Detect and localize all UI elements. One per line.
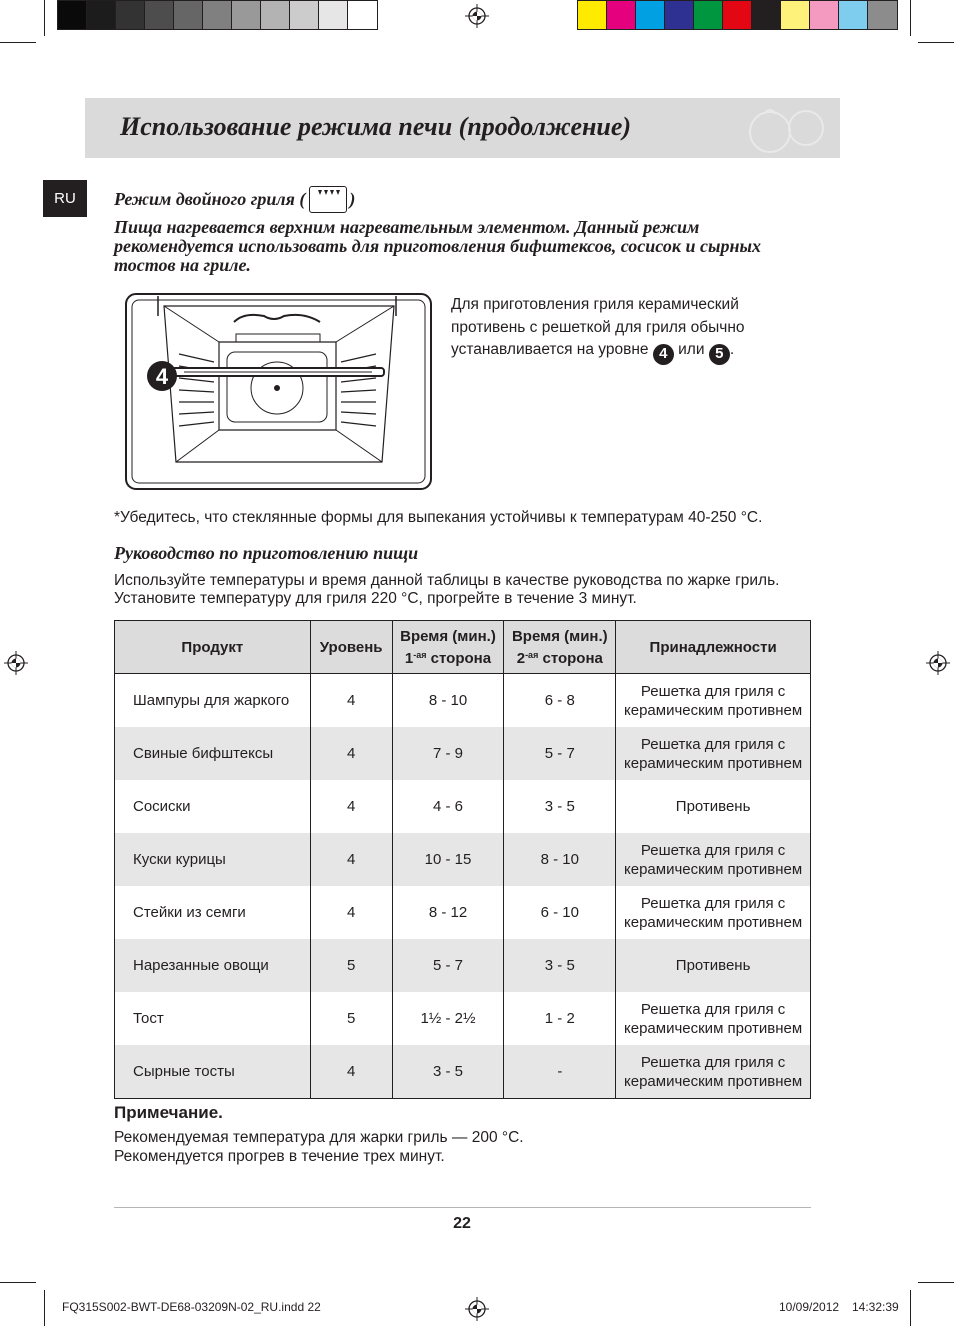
accessory-line: Решетка для гриля с bbox=[640, 682, 786, 700]
cell-accessories bbox=[616, 833, 811, 886]
cell-time-second: 8 - 10 bbox=[504, 833, 616, 886]
crop-mark bbox=[918, 1282, 954, 1283]
page-title: Использование режима печи (продолжение) bbox=[120, 112, 632, 141]
registration-mark-icon bbox=[926, 651, 950, 675]
color-swatch bbox=[58, 1, 87, 29]
color-swatch bbox=[578, 1, 607, 29]
header-time-first bbox=[392, 621, 504, 674]
header-time-second bbox=[504, 621, 616, 674]
cell-product: Стейки из семги bbox=[115, 886, 311, 939]
header-side-suffix: -ая bbox=[525, 649, 539, 660]
section-title bbox=[114, 186, 355, 213]
color-swatch bbox=[232, 1, 261, 29]
table-row bbox=[115, 886, 811, 939]
cell-product: Шампуры для жаркого bbox=[115, 674, 311, 728]
cell-product: Куски курицы bbox=[115, 833, 311, 886]
color-swatch bbox=[203, 1, 232, 29]
slug-date: 10/09/2012 bbox=[779, 1300, 840, 1314]
table-row bbox=[115, 992, 811, 1045]
cell-accessories bbox=[616, 886, 811, 939]
color-swatch bbox=[87, 1, 116, 29]
cooking-table bbox=[114, 620, 811, 1099]
crop-mark bbox=[44, 0, 45, 36]
table-row bbox=[115, 939, 811, 992]
page-number: 22 bbox=[453, 1215, 471, 1232]
note-title: Примечание. bbox=[114, 1103, 223, 1122]
cell-level: 4 bbox=[310, 833, 392, 886]
tomato-watermark-icon bbox=[740, 102, 830, 154]
cell-time-second: 5 - 7 bbox=[504, 727, 616, 780]
color-swatch bbox=[868, 1, 897, 29]
crop-mark bbox=[910, 1290, 911, 1326]
color-swatch bbox=[116, 1, 145, 29]
header-time-label: Время (мин.) bbox=[400, 627, 496, 645]
accessory-line: Решетка для гриля с bbox=[640, 894, 786, 912]
header-time-label: Время (мин.) bbox=[511, 627, 608, 645]
rack-level-text bbox=[451, 294, 811, 365]
table-row bbox=[115, 727, 811, 780]
color-swatch bbox=[348, 1, 377, 29]
crop-mark bbox=[44, 1290, 45, 1326]
level-4-badge: 4 bbox=[653, 344, 674, 365]
color-swatch bbox=[781, 1, 810, 29]
accessory-line: керамическим противнем bbox=[624, 701, 803, 719]
cell-time-first: 5 - 7 bbox=[392, 939, 504, 992]
table-header-row bbox=[115, 621, 811, 674]
accessory-line: керамическим противнем bbox=[624, 913, 803, 931]
level-badge: 4 bbox=[155, 364, 169, 389]
color-swatch bbox=[261, 1, 290, 29]
header-side-label: сторона bbox=[426, 649, 492, 667]
cell-time-first: 8 - 12 bbox=[392, 886, 504, 939]
rack-level-text-part: . bbox=[729, 341, 735, 358]
cell-level: 5 bbox=[310, 992, 392, 1045]
grayscale-swatch-bar bbox=[57, 0, 378, 30]
header-side-number: 2 bbox=[516, 649, 526, 667]
color-swatch bbox=[752, 1, 781, 29]
crop-mark bbox=[910, 0, 911, 36]
note-line: Рекомендуемая температура для жарки гриль — 200 °C. bbox=[114, 1129, 524, 1146]
header-product: Продукт bbox=[115, 621, 311, 674]
accessory-line: керамическим противнем bbox=[624, 754, 803, 772]
accessory-line: керамическим противнем bbox=[624, 860, 803, 878]
cell-time-second: 3 - 5 bbox=[504, 780, 616, 833]
page-divider bbox=[114, 1207, 811, 1208]
cell-accessories bbox=[616, 727, 811, 780]
color-swatch bbox=[174, 1, 203, 29]
table-row bbox=[115, 674, 811, 728]
cell-product: Нарезанные овощи bbox=[115, 939, 311, 992]
registration-mark-icon bbox=[4, 651, 28, 675]
cell-level: 4 bbox=[310, 727, 392, 780]
accessory-line: Противень bbox=[675, 957, 751, 974]
accessory-line: Решетка для гриля с bbox=[640, 1000, 786, 1018]
accessory-line: керамическим противнем bbox=[624, 1072, 803, 1090]
slug-time: 14:32:39 bbox=[852, 1300, 899, 1314]
color-swatch bbox=[607, 1, 636, 29]
footnote: *Убедитесь, что стеклянные формы для выпекания устойчивы к температурам 40-250 °C. bbox=[114, 509, 763, 526]
crop-mark bbox=[0, 1282, 36, 1283]
guide-title: Руководство по приготовлению пищи bbox=[114, 543, 419, 563]
accessory-line: керамическим противнем bbox=[624, 1019, 803, 1037]
cell-time-first: 1½ - 2½ bbox=[392, 992, 504, 1045]
crop-mark bbox=[0, 42, 36, 43]
crop-mark bbox=[918, 42, 954, 43]
section-title-close: ) bbox=[349, 189, 356, 209]
oven-illustration bbox=[124, 292, 434, 492]
accessory-line: Решетка для гриля с bbox=[640, 841, 786, 859]
cell-time-first: 8 - 10 bbox=[392, 674, 504, 728]
color-swatch bbox=[723, 1, 752, 29]
cell-time-second: 3 - 5 bbox=[504, 939, 616, 992]
cell-time-first: 4 - 6 bbox=[392, 780, 504, 833]
registration-mark-icon bbox=[465, 4, 489, 28]
section-title-text: Режим двойного гриля ( bbox=[114, 189, 306, 209]
color-swatch bbox=[839, 1, 868, 29]
cell-time-first: 10 - 15 bbox=[392, 833, 504, 886]
cell-level: 5 bbox=[310, 939, 392, 992]
cell-time-second: 6 - 10 bbox=[504, 886, 616, 939]
header-side-label: сторона bbox=[538, 649, 603, 667]
color-swatch bbox=[319, 1, 348, 29]
rack-level-text-part: Для приготовления гриля керамический противень с решеткой для гриля обычно устанавливается на уровне bbox=[451, 296, 745, 358]
accessory-line: Решетка для гриля с bbox=[640, 1053, 786, 1071]
header-side-number: 1 bbox=[404, 649, 414, 667]
cell-product: Свиные бифштексы bbox=[115, 727, 311, 780]
guide-text: Используйте температуры и время данной таблицы в качестве руководства по жарке гриль. Установите температуру для гриля 220 °C, прогрейте в течение 3 минут. bbox=[114, 572, 780, 607]
table-row bbox=[115, 1045, 811, 1099]
cell-level: 4 bbox=[310, 780, 392, 833]
cell-accessories bbox=[616, 674, 811, 728]
note-line: Рекомендуется прогрев в течение трех минут. bbox=[114, 1148, 445, 1165]
registration-mark-icon bbox=[465, 1297, 489, 1321]
double-grill-icon bbox=[309, 186, 347, 213]
cell-accessories bbox=[616, 992, 811, 1045]
accessory-line: Решетка для гриля с bbox=[640, 735, 786, 753]
cell-time-second: 1 - 2 bbox=[504, 992, 616, 1045]
cell-time-first: 7 - 9 bbox=[392, 727, 504, 780]
cell-accessories bbox=[616, 780, 811, 833]
cell-accessories bbox=[616, 939, 811, 992]
cell-product: Сырные тосты bbox=[115, 1045, 311, 1099]
cell-level: 4 bbox=[310, 1045, 392, 1099]
cell-time-second: - bbox=[504, 1045, 616, 1099]
accessory-line: Противень bbox=[675, 798, 751, 815]
file-slug: FQ315S002-BWT-DE68-03209N-02_RU.indd 22 bbox=[62, 1300, 321, 1314]
cell-level: 4 bbox=[310, 886, 392, 939]
table-row bbox=[115, 780, 811, 833]
color-swatch bbox=[665, 1, 694, 29]
cell-accessories bbox=[616, 1045, 811, 1099]
header-side-suffix: -ая bbox=[413, 649, 427, 660]
cell-product: Сосиски bbox=[115, 780, 311, 833]
color-swatch bbox=[145, 1, 174, 29]
language-tab: RU bbox=[43, 180, 87, 217]
rack-level-text-part: или bbox=[673, 341, 709, 358]
color-swatch bbox=[290, 1, 319, 29]
color-swatch bbox=[636, 1, 665, 29]
header-level: Уровень bbox=[310, 621, 392, 674]
table-row bbox=[115, 833, 811, 886]
mode-description: Пища нагревается верхним нагревательным элементом. Данный режим рекомендуется использовать для приготовления бифштексов, сосисок и сырных тостов на гриле. bbox=[114, 217, 761, 275]
color-swatch-bar bbox=[577, 0, 898, 30]
cell-time-first: 3 - 5 bbox=[392, 1045, 504, 1099]
cell-product: Тост bbox=[115, 992, 311, 1045]
color-swatch bbox=[810, 1, 839, 29]
cell-level: 4 bbox=[310, 674, 392, 728]
header-band bbox=[85, 98, 840, 158]
header-accessories: Принадлежности bbox=[616, 621, 811, 674]
color-swatch bbox=[694, 1, 723, 29]
level-5-badge: 5 bbox=[709, 344, 730, 365]
cell-time-second: 6 - 8 bbox=[504, 674, 616, 728]
